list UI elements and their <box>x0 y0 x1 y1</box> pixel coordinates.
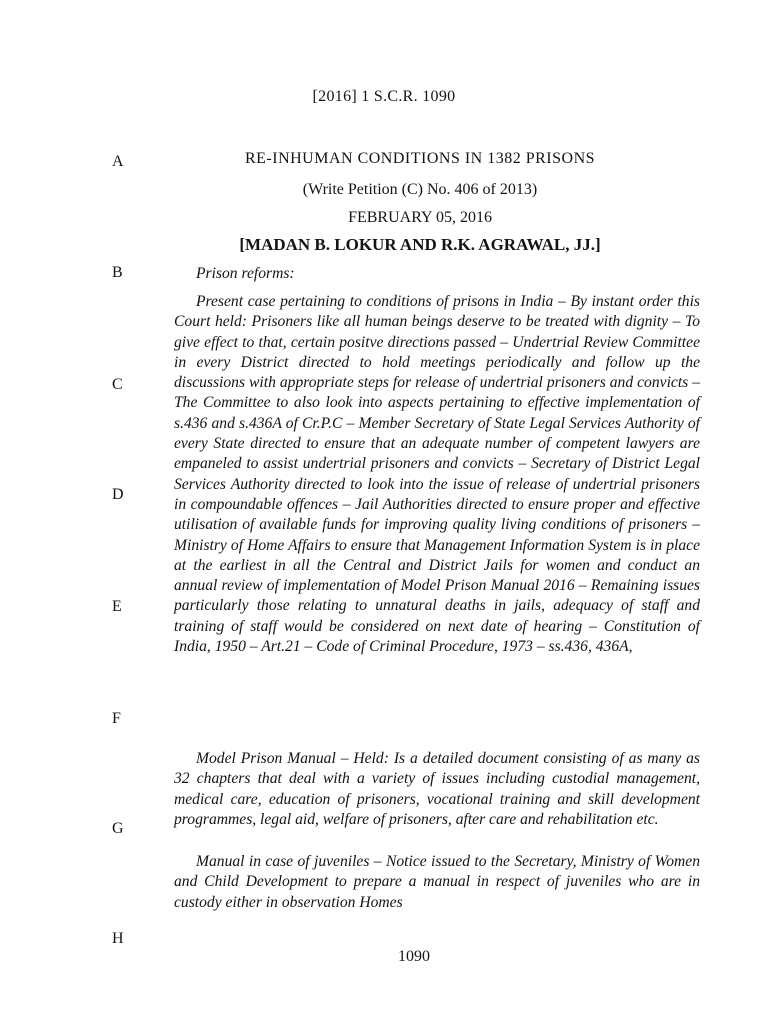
margin-letter-d: D <box>112 486 124 503</box>
page-number: 1090 <box>398 948 430 965</box>
headnote-paragraph: Model Prison Manual – Held: Is a detailed document consisting of as many as 32 chapters that deal with a variety of issues including custodial management, medical care, education of prisoners, vocational training and skill development programmes, legal aid, welfare of prisoners, after care and rehabilitation etc. <box>174 750 700 828</box>
case-title: RE-INHUMAN CONDITIONS IN 1382 PRISONS <box>244 150 596 167</box>
headnote-paragraph: Manual in case of juveniles – Notice issued to the Secretary, Ministry of Women and Child Development to prepare a manual in respect of juveniles who are in custody either in observation Homes <box>174 853 700 911</box>
margin-letter-a: A <box>112 153 124 170</box>
margin-letter-b: B <box>112 264 123 281</box>
margin-letter-c: C <box>112 376 123 393</box>
margin-letter-h: H <box>112 930 124 947</box>
report-citation-header: [2016] 1 S.C.R. 1090 <box>312 88 456 105</box>
margin-letter-g: G <box>112 820 124 837</box>
bench-judges: [MADAN B. LOKUR AND R.K. AGRAWAL, JJ.] <box>239 235 601 254</box>
judgment-date: FEBRUARY 05, 2016 <box>348 209 492 226</box>
petition-number: (Write Petition (C) No. 406 of 2013) <box>302 181 538 198</box>
margin-letter-e: E <box>112 598 122 615</box>
margin-letter-f: F <box>112 710 121 727</box>
headnote-subject: Prison reforms: <box>196 265 295 282</box>
headnote-paragraph: Present case pertaining to conditions of prisons in India – By instant order this Court held: Prisoners like all human beings deserve to be treated with dignity – To give effect to that, certain positve directions passed – Undertrial Review Committee in every District directed to hold meetings periodically and follow up the discussions with appropriate steps for release of undertrial prisoners and convicts – The Committee to also look into aspects pertaining to effective implementation of s.436 and s.436A of Cr.P.C – Member Secretary of State Legal Services Authority of every State directed to ensure that an adequate number of competent lawyers are empaneled to assist undertrial prisoners and convicts – Secretary of District Legal Services Authority directed to look into the issue of release of undertrial prisoners in compoundable offences – Jail Authorities directed to ensure proper and effective utilisation of available funds for improving quality living conditions of prisoners – Ministry of Home Affairs to ensure that Management Information System is in place at the earliest in all the Central and District Jails for women and conduct an annual review of implementation of Model Prison Manual 2016 – Remaining issues particularly those relating to unnatural deaths in jails, adequacy of staff and training of staff would be considered on next date of hearing – Constitution of India, 1950 – Art.21 – Code of Criminal Procedure, 1973 – ss.436, 436A, <box>174 293 700 656</box>
